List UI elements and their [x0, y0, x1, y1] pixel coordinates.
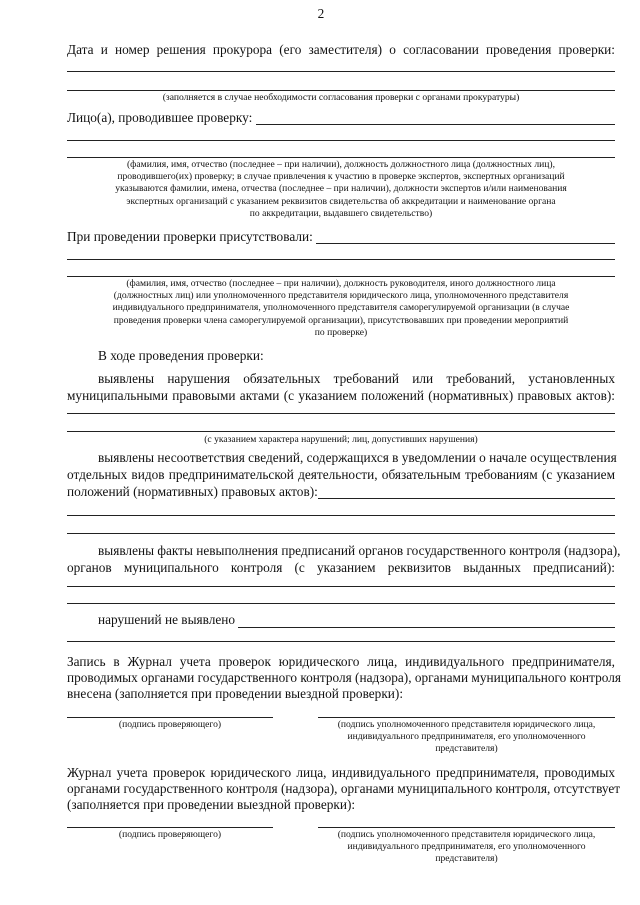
rep-signature-note-line: представителя)	[435, 853, 498, 865]
inconsistencies-fill-line-1[interactable]	[318, 498, 615, 499]
inconsistencies-line-1: выявлены несоответствия сведений, содержащихся в уведомлении о начале осуществления	[98, 450, 617, 465]
no-violations-fill-line-2[interactable]	[67, 641, 615, 642]
present-note	[67, 278, 615, 339]
inconsistencies-fill-line-2[interactable]	[67, 515, 615, 516]
approval-fill-line-1[interactable]	[67, 71, 615, 72]
journal-absent-line-2: органами государственного контроля (надзора), органами муниципального контроля, отсутствует	[67, 781, 621, 796]
present-fill-line-2[interactable]	[67, 259, 615, 260]
present-note-line: проведения проверки члена саморегулируемой организации), присутствовавших при проведении мероприятий	[113, 314, 569, 326]
present-note-line: по проверке)	[314, 326, 368, 338]
approval-label: Дата и номер решения прокурора (его заместителя) о согласовании проведения проверки:	[67, 42, 615, 57]
present-note-line: индивидуального предпринимателя, уполномоченного представителя саморегулируемой организации (в случае	[112, 302, 570, 314]
inconsistencies-fill-line-3[interactable]	[67, 533, 615, 534]
orders-fill-line-1[interactable]	[67, 586, 615, 587]
orders-line-1: выявлены факты невыполнения предписаний органов государственного контроля (надзора),	[98, 543, 621, 558]
inconsistencies-line-3: положений (нормативных) правовых актов):	[67, 484, 318, 499]
no-violations-fill-line-1[interactable]	[238, 627, 615, 628]
violations-line-1: выявлены нарушения обязательных требований или требований, установленных	[98, 371, 615, 386]
orders-fill-line-2[interactable]	[67, 603, 615, 604]
violations-fill-line-2[interactable]	[67, 431, 615, 432]
journal-entry-inspector-signature-note: (подпись проверяющего)	[118, 719, 222, 730]
violations-line-2: муниципальными правовыми актами (с указанием положений (нормативных) правовых актов):	[67, 388, 615, 403]
journal-absent-line-1: Журнал учета проверок юридического лица, индивидуального предпринимателя, проводимых	[67, 765, 615, 780]
journal-entry-line-3: внесена (заполняется при проведении выездной проверки):	[67, 686, 404, 701]
present-note-line: (фамилия, имя, отчество (последнее – при наличии), должность руководителя, иного должностного лица	[126, 278, 556, 289]
inspector-note-line: проводившего(их) проверку; в случае привлечения к участию в проверке экспертов, экспертных организаций	[117, 171, 565, 183]
present-fill-line-3[interactable]	[67, 276, 615, 277]
inconsistencies-line-2: отдельных видов предпринимательской деятельности, обязательным требованиям (с указанием	[67, 467, 615, 482]
rep-signature-note-line: индивидуального предпринимателя, его уполномоченного	[347, 841, 586, 853]
journal-entry-line-2: проводимых органами государственного контроля (надзора), органами муниципального контроля	[67, 670, 622, 685]
journal-absent-line-3: (заполняется при проведении выездной проверки):	[67, 797, 356, 812]
inspector-label: Лицо(а), проводившее проверку:	[67, 110, 253, 125]
inspector-note-line: (фамилия, имя, отчество (последнее – при наличии), должность должностного лица (должностных лиц),	[126, 159, 556, 170]
inspector-fill-line-2[interactable]	[67, 140, 615, 141]
journal-absent-rep-signature-line[interactable]	[318, 827, 615, 828]
journal-absent-inspector-signature-line[interactable]	[67, 827, 273, 828]
inspector-note-line: указываются фамилии, имена, отчества (последнее – при наличии), должности экспертов и/или наименования	[115, 183, 567, 195]
orders-line-2: органов муниципального контроля (с указанием реквизитов выданных предписаний):	[67, 560, 615, 575]
present-note-line: (должностных лиц) или уполномоченного представителя юридического лица, уполномоченного представителя	[113, 290, 569, 302]
inspector-note	[67, 159, 615, 220]
page-number: 2	[317, 6, 325, 21]
journal-entry-rep-signature-line[interactable]	[318, 717, 615, 718]
approval-fill-line-2[interactable]	[67, 90, 615, 91]
inspector-note-line: по аккредитации, выдавшего свидетельство)	[249, 207, 433, 219]
inspector-fill-line-1[interactable]	[256, 124, 615, 125]
inspector-fill-line-3[interactable]	[67, 157, 615, 158]
during-heading: В ходе проведения проверки:	[98, 348, 264, 363]
journal-entry-inspector-signature-line[interactable]	[67, 717, 273, 718]
inspector-note-line: экспертных организаций с указанием реквизитов свидетельства об аккредитации и наименование органа	[126, 195, 556, 207]
journal-absent-inspector-signature-note: (подпись проверяющего)	[118, 829, 222, 840]
rep-signature-note-line: (подпись уполномоченного представителя юридического лица,	[337, 829, 596, 840]
violations-note: (с указанием характера нарушений; лиц, допустивших нарушения)	[204, 434, 478, 445]
violations-fill-line-1[interactable]	[67, 413, 615, 414]
approval-note: (заполняется в случае необходимости согласования проверки с органами прокуратуры)	[162, 92, 520, 103]
rep-signature-note-line: (подпись уполномоченного представителя юридического лица,	[337, 719, 596, 730]
present-label: При проведении проверки присутствовали:	[67, 229, 313, 244]
present-fill-line-1[interactable]	[316, 243, 615, 244]
journal-absent-rep-signature-note	[310, 829, 623, 866]
journal-entry-rep-signature-note	[310, 719, 623, 756]
no-violations-label: нарушений не выявлено	[98, 612, 236, 627]
rep-signature-note-line: представителя)	[435, 743, 498, 755]
rep-signature-note-line: индивидуального предпринимателя, его уполномоченного	[347, 731, 586, 743]
journal-entry-line-1: Запись в Журнал учета проверок юридического лица, индивидуального предпринимателя,	[67, 654, 615, 669]
